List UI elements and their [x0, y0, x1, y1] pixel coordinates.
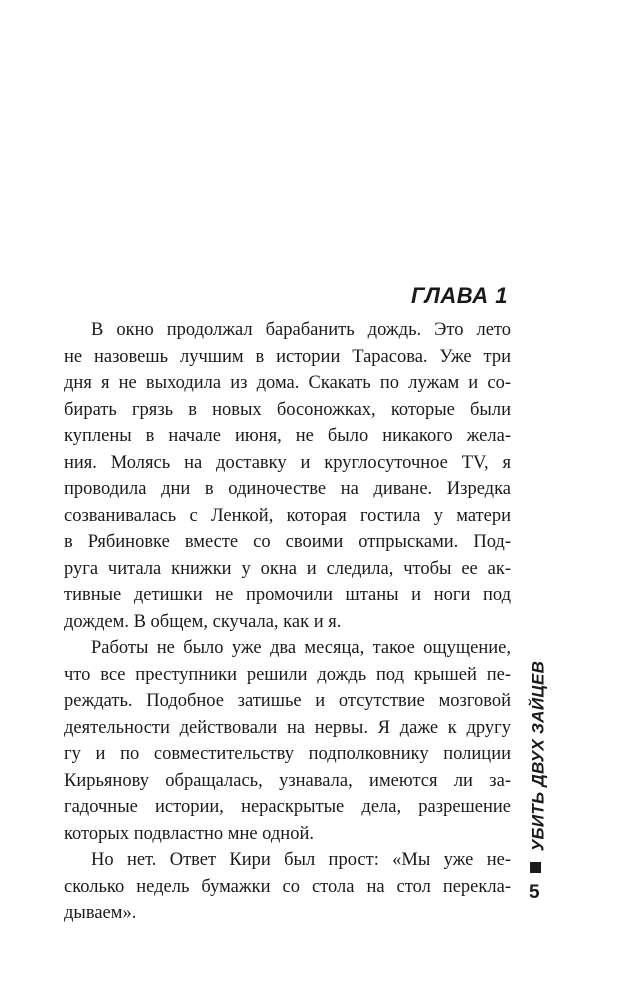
text-line: деятельности действовали на нервы. Я даже к другу [64, 717, 511, 738]
paragraph [64, 847, 511, 927]
text-line: куплены в начале июня, не было никакого жела- [64, 426, 511, 446]
text-line: гадочные истории, нераскрытые дела, разрешение [64, 797, 511, 817]
chapter-heading: ГЛАВА 1 [411, 283, 508, 308]
text-line: Работы не было уже два месяца, такое ощущение, [91, 638, 511, 658]
text-line: Кирьянову обращалась, узнавала, имеются ли за- [64, 770, 511, 791]
text-line: тивные детишки не промочили штаны и ноги под [64, 585, 511, 605]
text-line: что все преступники решили дождь под крышей пе- [64, 664, 511, 685]
text-line: дня я не выходила из дома. Скакать по лужам и со- [64, 373, 511, 393]
text-line: дываем». [64, 903, 137, 923]
text-line: реждать. Подобное затишье и отсутствие мозговой [64, 691, 511, 711]
running-title [522, 646, 554, 866]
body-text [64, 317, 511, 927]
text-line: бирать грязь в новых босоножках, которые были [64, 399, 511, 420]
running-title-text: УБИТЬ ДВУХ ЗАЙЦЕВ [528, 660, 548, 852]
text-line: проводила дни в одиночестве на диване. Изредка [64, 479, 511, 499]
text-line: в Рябиновке вместе со своими отпрысками. Под- [64, 532, 511, 552]
text-line: ния. Молясь на доставку и круглосуточное TV, я [64, 452, 511, 473]
text-line: В окно продолжал барабанить дождь. Это лето [91, 320, 511, 340]
text-line: не назовешь лучшим в истории Тарасова. Уже три [64, 346, 511, 367]
page-number: 5 [529, 882, 540, 903]
square-marker-icon [530, 862, 541, 873]
text-line: которых подвластно мне одной. [64, 823, 314, 844]
paragraph [64, 635, 511, 847]
text-line: Но нет. Ответ Кири был прост: «Мы уже не- [91, 850, 511, 870]
text-line: созванивалась с Ленкой, которая гостила у матери [64, 505, 511, 526]
text-line: гу и по совместительству подполковнику полиции [64, 744, 511, 764]
text-line: руга читала книжки у окна и следила, чтобы ее ак- [64, 558, 511, 579]
paragraph [64, 317, 511, 635]
text-line: дождем. В общем, скучала, как и я. [64, 611, 342, 632]
text-line: сколько недель бумажки со стола на стол перекла- [64, 876, 511, 897]
